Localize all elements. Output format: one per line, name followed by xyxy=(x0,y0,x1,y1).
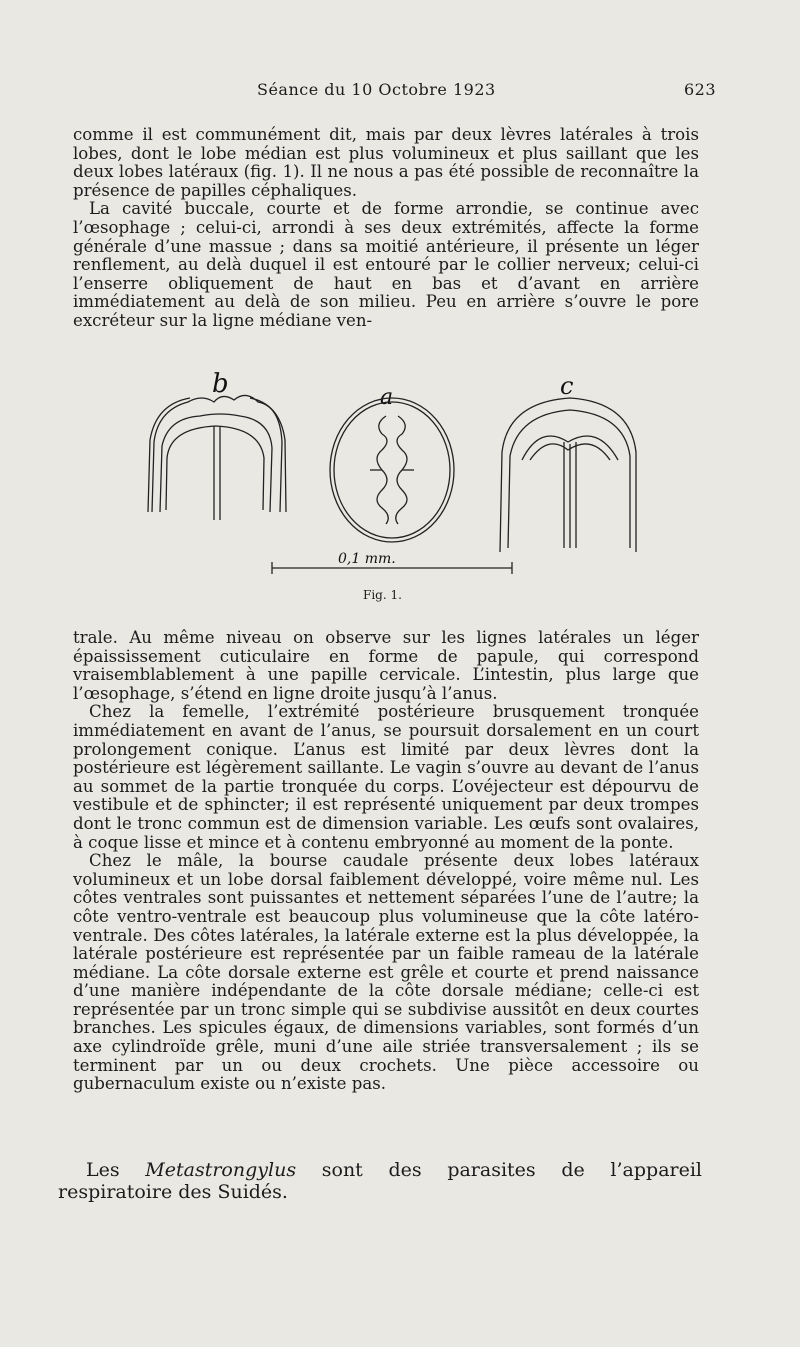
paragraph: Chez la femelle, l’extrémité postérieure brusquement tronquée immédiatement en avant de l’anus, se poursuit dorsalement en un court prolongement conique. L’anus est limité par deux lèvres dont la postérieure est légèrement saillante. Le vagin s’ouvre au devant de l’anus au sommet de la partie tronquée du corps. L’ovéjecteur est dépourvu de vestibule et de sphincter; il est représenté uniquement par deux trompes dont le tronc commun est de dimension variable. Les œufs sont ovalaires, à coque lisse et mince et à contenu embryonné au moment de la ponte. xyxy=(73,702,699,852)
paragraph: comme il est communément dit, mais par deux lèvres latérales à trois lobes, dont le lobe médian est plus volumineux et plus saillant que les deux lobes latéraux (fig. 1). Il ne nous a pas été possible de reconnaître la présence de papilles céphaliques. xyxy=(73,125,699,200)
drawing-a-apical xyxy=(330,398,454,542)
text-block-top xyxy=(73,126,699,331)
figure-1 xyxy=(130,362,670,608)
text-block-bottom xyxy=(73,629,699,1094)
page-number: 623 xyxy=(684,80,717,99)
header-title: Séance du 10 Octobre 1923 xyxy=(257,80,496,99)
paragraph: trale. Au même niveau on observe sur les lignes latérales un léger épaississement cuticulaire en forme de papule, qui correspond vraisemblablement à une papille cervicale. L’intestin, plus large que l’œsophage, s’étend en ligne droite jusqu’à l’anus. xyxy=(73,628,699,703)
drawing-b-head xyxy=(148,395,286,520)
final-suffix: sont des parasites de l’appareil respiratoire des Suidés. xyxy=(58,1159,702,1203)
paragraph: Chez le mâle, la bourse caudale présente deux lobes latéraux volumineux et un lobe dorsal faiblement développé, voire même nul. Les côtes ventrales sont puissantes et nettement séparées l’une de l’autre; la côte ventro-ventrale est beaucoup plus volumineuse que la côte latéro-ventrale. Des côtes latérales, la latérale externe est la plus développée, la latérale postérieure est représentée par un faible rameau de la latérale médiane. La côte dorsale externe est grêle et courte et prend naissance d’une manière indépendante de la côte dorsale médiane; celle-ci est représentée par un tronc simple qui se subdivise aussitôt en deux courtes branches. Les spicules égaux, de dimensions variables, sont formés d’un axe cylindroïde grêle, muni d’une aile striée transversalement ; ils se terminent par un ou deux crochets. Une pièce accessoire ou gubernaculum existe ou n’existe pas. xyxy=(73,851,699,1094)
final-prefix: Les xyxy=(86,1159,146,1181)
running-header xyxy=(0,80,800,102)
paragraph: La cavité buccale, courte et de forme arrondie, se continue avec l’œsophage ; celui-ci, arrondi à ses deux extrémités, affecte la forme générale d’une massue ; dans sa moitié antérieure, il présente un léger renflement, au delà duquel il est entouré par le collier nerveux; celui-ci l’enserre obliquement de haut en bas et d’avant en arrière immédiatement au delà de son milieu. Peu en arrière s’ouvre le pore excréteur sur la ligne médiane ven- xyxy=(73,199,699,330)
figure-drawing xyxy=(130,362,670,608)
scale-bar xyxy=(272,551,512,574)
scale-label: 0,1 mm. xyxy=(338,551,396,567)
drawing-c-head xyxy=(500,398,636,552)
figure-label-b: b xyxy=(212,369,229,399)
figure-label-a: a xyxy=(380,385,394,410)
final-paragraph xyxy=(58,1159,702,1203)
figure-label-c: c xyxy=(560,372,574,400)
genus-name: Metastrongylus xyxy=(145,1159,297,1181)
figure-caption: Fig. 1. xyxy=(363,588,402,602)
